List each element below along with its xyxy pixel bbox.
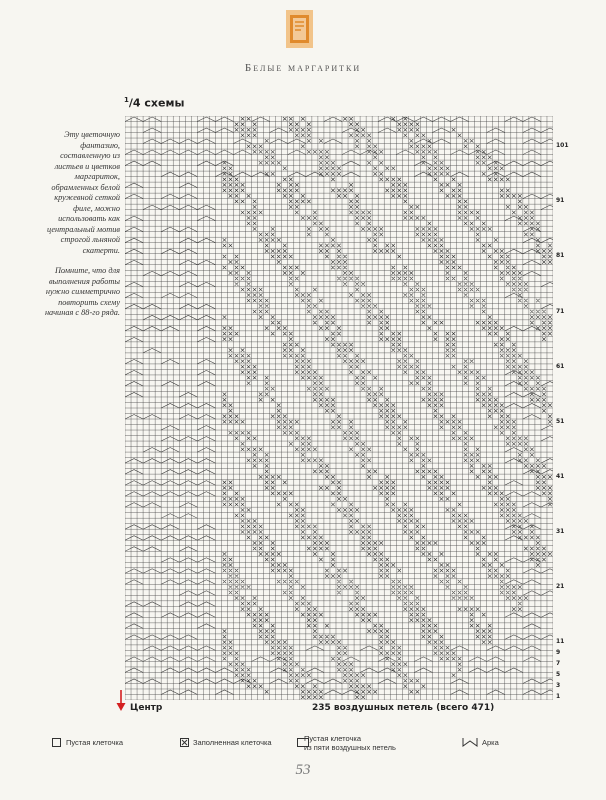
legend: [0, 733, 606, 763]
page-number: 53: [295, 762, 311, 778]
title-denominator: 4: [132, 96, 141, 110]
stitch-count-label: 235 воздушных петель (всего 471): [312, 703, 495, 713]
row-number-5: 5: [556, 671, 561, 679]
center-label: Центр: [130, 703, 163, 713]
sidebar-paragraph-2: Помните, что для выполнения работы нужно симметрично повторить схему начиная с 88-го ряда.: [44, 266, 120, 317]
row-number-101: 101: [556, 142, 569, 150]
legend-five-chain-line1: Пустая клеточка: [304, 734, 362, 743]
book-logo-icon: [286, 10, 313, 48]
row-number-91: 91: [556, 197, 565, 205]
chart-title: $^1$/4 схемы: [124, 96, 185, 110]
row-number-71: 71: [556, 307, 565, 315]
filled-cell-icon: [180, 738, 189, 747]
row-number-41: 41: [556, 472, 565, 480]
legend-five-chain-line2: из пяти воздушных петель: [304, 743, 396, 752]
row-number-3: 3: [556, 682, 561, 690]
empty-cell-icon: [52, 738, 61, 747]
row-number-61: 61: [556, 362, 565, 370]
sidebar-notes: [40, 130, 120, 329]
row-number-1: 1: [556, 693, 561, 701]
row-number-51: 51: [556, 417, 565, 425]
center-arrow-icon: [115, 690, 127, 712]
legend-empty-cell: Пустая клеточка: [66, 738, 124, 747]
row-number-7: 7: [556, 660, 561, 668]
sidebar-paragraph-1: Эту цветочную фантазию, составленную из листьев и цветков маргариток, обрамленных белой кружевной сеткой филе, можно использовать как центральный мотив строгой льняной скатерти.: [47, 130, 120, 255]
legend-filled-cell: Заполненная клеточка: [193, 738, 272, 747]
title-numerator: 1: [124, 96, 129, 104]
filet-chart-grid: [125, 116, 553, 700]
row-number-9: 9: [556, 649, 561, 657]
row-number-11: 11: [556, 638, 565, 646]
row-number-81: 81: [556, 252, 565, 260]
legend-arch: Арка: [482, 738, 499, 747]
section-title: Белые маргаритки: [244, 62, 362, 74]
title-word: схемы: [144, 96, 185, 110]
row-number-31: 31: [556, 527, 565, 535]
row-number-21: 21: [556, 583, 565, 591]
arch-icon: [462, 737, 478, 747]
